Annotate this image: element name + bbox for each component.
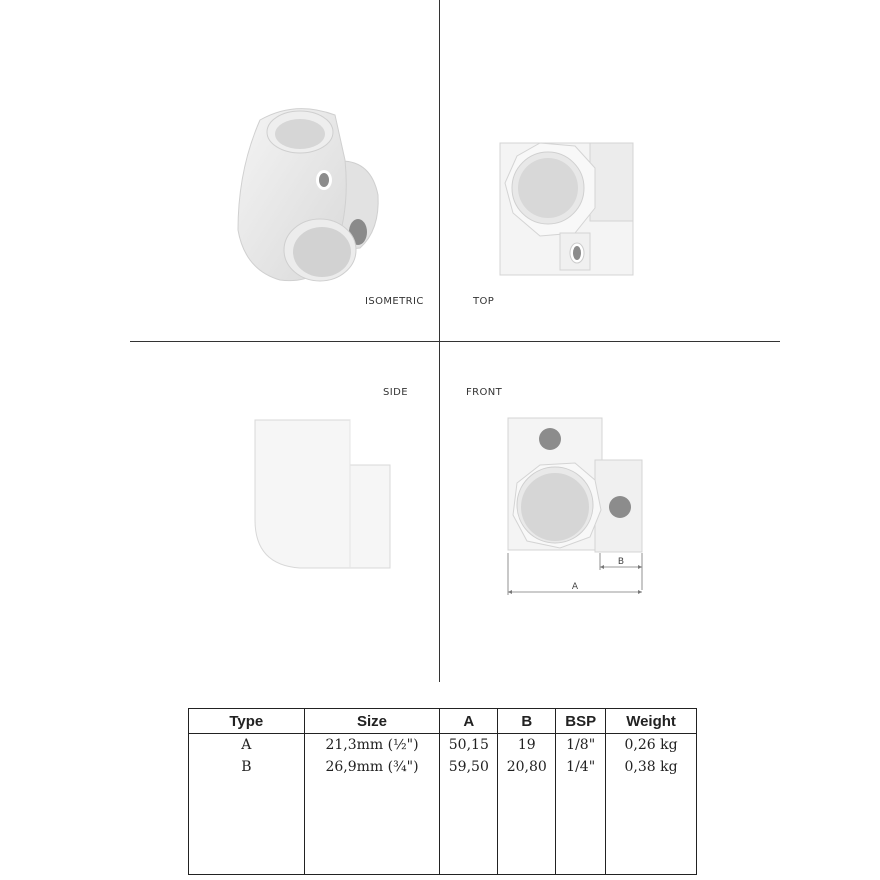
table-header-row: [189, 709, 697, 734]
cell-a: 59,50: [440, 756, 498, 778]
side-label: SIDE: [383, 387, 408, 398]
empty-cell: [606, 778, 697, 875]
cell-size: 21,3mm (½"): [304, 734, 440, 757]
cell-type: A: [189, 734, 305, 757]
empty-cell: [556, 778, 606, 875]
header-bsp: BSP: [556, 709, 606, 734]
cell-a: 50,15: [440, 734, 498, 757]
front-label: FRONT: [466, 387, 503, 398]
spec-table: [188, 708, 697, 875]
header-size: Size: [304, 709, 440, 734]
table-row: [189, 734, 697, 757]
isometric-view: [220, 100, 390, 300]
isometric-label: ISOMETRIC: [365, 296, 424, 307]
top-view: [495, 138, 640, 278]
horizontal-divider: [130, 341, 780, 342]
table-row: [189, 756, 697, 778]
cell-weight: 0,38 kg: [606, 756, 697, 778]
header-weight: Weight: [606, 709, 697, 734]
cell-b: 20,80: [498, 756, 556, 778]
empty-cell: [189, 778, 305, 875]
cell-bsp: 1/8": [556, 734, 606, 757]
empty-cell: [498, 778, 556, 875]
header-a: A: [440, 709, 498, 734]
empty-cell: [440, 778, 498, 875]
cell-b: 19: [498, 734, 556, 757]
header-b: B: [498, 709, 556, 734]
table-empty-row: [189, 778, 697, 875]
cell-bsp: 1/4": [556, 756, 606, 778]
header-type: Type: [189, 709, 305, 734]
cell-weight: 0,26 kg: [606, 734, 697, 757]
top-label: TOP: [473, 296, 495, 307]
dimension-a-label: A: [571, 582, 579, 592]
cell-type: B: [189, 756, 305, 778]
dimension-b-label: B: [617, 557, 625, 567]
empty-cell: [304, 778, 440, 875]
cell-size: 26,9mm (¾"): [304, 756, 440, 778]
side-view: [250, 415, 395, 575]
front-view: [505, 415, 645, 600]
